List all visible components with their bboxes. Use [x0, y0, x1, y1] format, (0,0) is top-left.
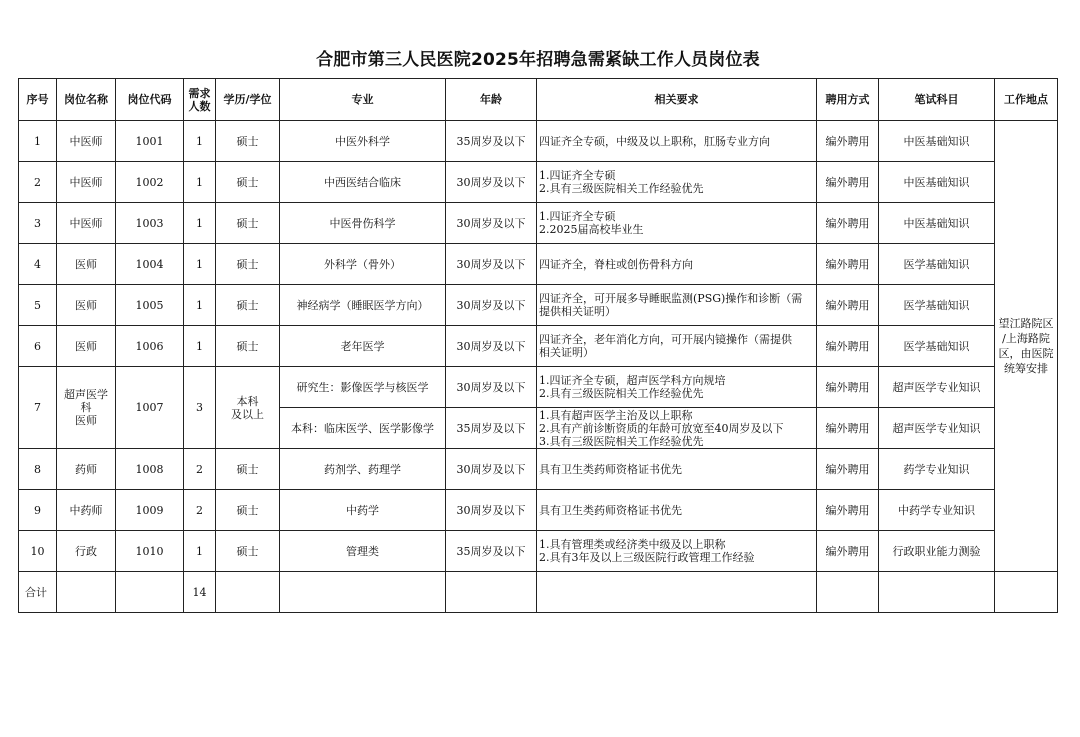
- cell-major: 中药学: [280, 490, 446, 531]
- total-empty: [116, 572, 184, 613]
- table-row: [19, 531, 1058, 572]
- header-age: 年龄: [446, 79, 537, 121]
- cell-hire-type: 编外聘用: [817, 408, 879, 449]
- cell-age: 35周岁及以下: [446, 121, 537, 162]
- cell-exam: 超声医学专业知识: [879, 367, 995, 408]
- cell-location: [995, 121, 1058, 572]
- cell-code: 1001: [116, 121, 184, 162]
- cell-requirements: [537, 408, 817, 449]
- cell-hire-type: 编外聘用: [817, 531, 879, 572]
- cell-requirements: [537, 490, 817, 531]
- header-education: 学历/学位: [216, 79, 280, 121]
- header-row: [19, 79, 1058, 121]
- header-location: 工作地点: [995, 79, 1058, 121]
- cell-position: 医师: [57, 244, 116, 285]
- cell-age: 30周岁及以下: [446, 203, 537, 244]
- table-row: [19, 367, 1058, 408]
- location-line: /上海路院: [1002, 332, 1050, 345]
- header-requirements: 相关要求: [537, 79, 817, 121]
- req-line: 四证齐全专硕，中级及以上职称，肛肠专业方向: [539, 134, 770, 148]
- total-row: [19, 572, 1058, 613]
- header-position: 岗位名称: [57, 79, 116, 121]
- req-line: 2.具有三级医院相关工作经验优先: [539, 387, 704, 400]
- position-line: 医师: [75, 414, 97, 427]
- header-count-line1: 需求: [188, 86, 211, 100]
- cell-requirements: [537, 449, 817, 490]
- cell-education: 硕士: [216, 326, 280, 367]
- cell-requirements: [537, 162, 817, 203]
- cell-education: 硕士: [216, 490, 280, 531]
- education-line: 本科: [236, 394, 259, 408]
- cell-code: 1005: [116, 285, 184, 326]
- table-row: [19, 449, 1058, 490]
- cell-code: 1003: [116, 203, 184, 244]
- cell-hire-type: 编外聘用: [817, 367, 879, 408]
- table-row: [19, 285, 1058, 326]
- req-line: 提供相关证明）: [539, 305, 616, 318]
- cell-count: 2: [184, 449, 216, 490]
- cell-count: 1: [184, 326, 216, 367]
- cell-age: 30周岁及以下: [446, 449, 537, 490]
- cell-count: 1: [184, 162, 216, 203]
- req-line: 1.具有管理类或经济类中级及以上职称: [539, 538, 726, 551]
- total-empty: [995, 572, 1058, 613]
- req-line: 1.四证齐全专硕: [539, 210, 616, 223]
- cell-seq: 5: [19, 285, 57, 326]
- cell-count: 3: [184, 367, 216, 449]
- cell-major: 中西医结合临床: [280, 162, 446, 203]
- total-empty: [817, 572, 879, 613]
- cell-age: 30周岁及以下: [446, 162, 537, 203]
- cell-hire-type: 编外聘用: [817, 326, 879, 367]
- req-line: 四证齐全，脊柱或创伤骨科方向: [539, 257, 693, 271]
- cell-major: 外科学（骨外）: [280, 244, 446, 285]
- cell-position: 药师: [57, 449, 116, 490]
- cell-major: 管理类: [280, 531, 446, 572]
- cell-count: 2: [184, 490, 216, 531]
- table-row: [19, 490, 1058, 531]
- location-line: 统筹安排: [1004, 362, 1048, 375]
- req-line: 四证齐全，可开展多导睡眠监测(PSG)操作和诊断（需: [539, 292, 803, 305]
- req-line: 1.四证齐全专硕: [539, 169, 616, 182]
- header-major: 专业: [280, 79, 446, 121]
- cell-requirements: [537, 531, 817, 572]
- total-empty: [537, 572, 817, 613]
- cell-position: 医师: [57, 326, 116, 367]
- header-count-line2: 人数: [188, 99, 211, 113]
- cell-exam: 中医基础知识: [879, 162, 995, 203]
- cell-code: 1009: [116, 490, 184, 531]
- cell-seq: 10: [19, 531, 57, 572]
- cell-exam: 医学基础知识: [879, 244, 995, 285]
- total-label: 合计: [19, 572, 57, 613]
- cell-age: 30周岁及以下: [446, 244, 537, 285]
- req-line: 2.具有3年及以上三级医院行政管理工作经验: [539, 551, 755, 564]
- total-count: 14: [184, 572, 216, 613]
- cell-hire-type: 编外聘用: [817, 285, 879, 326]
- location-line: 区，由医院: [998, 347, 1054, 360]
- cell-exam: 行政职业能力测验: [879, 531, 995, 572]
- header-hire-type: 聘用方式: [817, 79, 879, 121]
- cell-education: 硕士: [216, 121, 280, 162]
- cell-exam: 中医基础知识: [879, 203, 995, 244]
- cell-count: 1: [184, 121, 216, 162]
- header-exam: 笔试科目: [879, 79, 995, 121]
- location-line: 望江路院区: [998, 317, 1054, 330]
- cell-requirements: [537, 121, 817, 162]
- req-line: 四证齐全，老年消化方向，可开展内镜操作（需提供: [539, 333, 792, 346]
- cell-code: 1010: [116, 531, 184, 572]
- req-line: 2.具有三级医院相关工作经验优先: [539, 182, 704, 195]
- req-line: 2.2025届高校毕业生: [539, 223, 644, 236]
- cell-position: 行政: [57, 531, 116, 572]
- cell-major: 本科：临床医学、医学影像学: [280, 408, 446, 449]
- cell-seq: 7: [19, 367, 57, 449]
- cell-position: 中医师: [57, 121, 116, 162]
- cell-education: 硕士: [216, 449, 280, 490]
- cell-seq: 2: [19, 162, 57, 203]
- cell-position: [57, 367, 116, 449]
- total-empty: [280, 572, 446, 613]
- cell-exam: 中药学专业知识: [879, 490, 995, 531]
- cell-position: 医师: [57, 285, 116, 326]
- cell-seq: 8: [19, 449, 57, 490]
- table-row: [19, 326, 1058, 367]
- table-row: [19, 162, 1058, 203]
- cell-count: 1: [184, 531, 216, 572]
- cell-seq: 9: [19, 490, 57, 531]
- cell-hire-type: 编外聘用: [817, 162, 879, 203]
- cell-age: 30周岁及以下: [446, 367, 537, 408]
- cell-requirements: [537, 326, 817, 367]
- cell-code: 1006: [116, 326, 184, 367]
- cell-position: 中药师: [57, 490, 116, 531]
- header-code: 岗位代码: [116, 79, 184, 121]
- cell-exam: 超声医学专业知识: [879, 408, 995, 449]
- cell-major: 研究生：影像医学与核医学: [280, 367, 446, 408]
- table-row: [19, 203, 1058, 244]
- cell-code: 1008: [116, 449, 184, 490]
- table-row: [19, 244, 1058, 285]
- cell-seq: 1: [19, 121, 57, 162]
- cell-code: 1007: [116, 367, 184, 449]
- table-row: [19, 121, 1058, 162]
- req-line: 具有卫生类药师资格证书优先: [539, 503, 682, 517]
- cell-count: 1: [184, 203, 216, 244]
- cell-exam: 医学基础知识: [879, 326, 995, 367]
- cell-hire-type: 编外聘用: [817, 121, 879, 162]
- cell-age: 35周岁及以下: [446, 531, 537, 572]
- cell-requirements: [537, 203, 817, 244]
- page-title: 合肥市第三人民医院2025年招聘急需紧缺工作人员岗位表: [316, 50, 760, 70]
- cell-major: 神经病学（睡眠医学方向）: [280, 285, 446, 326]
- cell-major: 老年医学: [280, 326, 446, 367]
- cell-major: 中医骨伤科学: [280, 203, 446, 244]
- cell-major: 中医外科学: [280, 121, 446, 162]
- cell-hire-type: 编外聘用: [817, 203, 879, 244]
- total-empty: [879, 572, 995, 613]
- total-empty: [57, 572, 116, 613]
- position-line: 超声医学科: [64, 388, 108, 414]
- req-line: 相关证明）: [539, 346, 594, 359]
- req-line: 1.四证齐全专硕，超声医学科方向规培: [539, 374, 726, 387]
- cell-seq: 4: [19, 244, 57, 285]
- cell-hire-type: 编外聘用: [817, 490, 879, 531]
- cell-education: 硕士: [216, 531, 280, 572]
- cell-position: 中医师: [57, 162, 116, 203]
- cell-requirements: [537, 285, 817, 326]
- cell-age: 30周岁及以下: [446, 490, 537, 531]
- req-line: 具有卫生类药师资格证书优先: [539, 462, 682, 476]
- cell-age: 35周岁及以下: [446, 408, 537, 449]
- cell-education: 硕士: [216, 285, 280, 326]
- cell-age: 30周岁及以下: [446, 326, 537, 367]
- cell-education: [216, 367, 280, 449]
- cell-code: 1002: [116, 162, 184, 203]
- total-empty: [446, 572, 537, 613]
- cell-count: 1: [184, 285, 216, 326]
- cell-hire-type: 编外聘用: [817, 449, 879, 490]
- cell-hire-type: 编外聘用: [817, 244, 879, 285]
- req-line: 3.具有三级医院相关工作经验优先: [539, 434, 704, 448]
- req-line: 2.具有产前诊断资质的年龄可放宽至40周岁及以下: [539, 421, 784, 435]
- cell-position: 中医师: [57, 203, 116, 244]
- cell-exam: 药学专业知识: [879, 449, 995, 490]
- req-line: 1.具有超声医学主治及以上职称: [539, 408, 693, 422]
- cell-code: 1004: [116, 244, 184, 285]
- cell-education: 硕士: [216, 244, 280, 285]
- header-count: [184, 79, 216, 121]
- cell-seq: 6: [19, 326, 57, 367]
- header-seq: 序号: [19, 79, 57, 121]
- cell-exam: 医学基础知识: [879, 285, 995, 326]
- cell-education: 硕士: [216, 203, 280, 244]
- cell-education: 硕士: [216, 162, 280, 203]
- cell-age: 30周岁及以下: [446, 285, 537, 326]
- cell-requirements: [537, 244, 817, 285]
- recruitment-table: [18, 78, 1058, 613]
- cell-exam: 中医基础知识: [879, 121, 995, 162]
- total-empty: [216, 572, 280, 613]
- cell-major: 药剂学、药理学: [280, 449, 446, 490]
- cell-requirements: [537, 367, 817, 408]
- cell-count: 1: [184, 244, 216, 285]
- cell-seq: 3: [19, 203, 57, 244]
- education-line: 及以上: [231, 407, 264, 421]
